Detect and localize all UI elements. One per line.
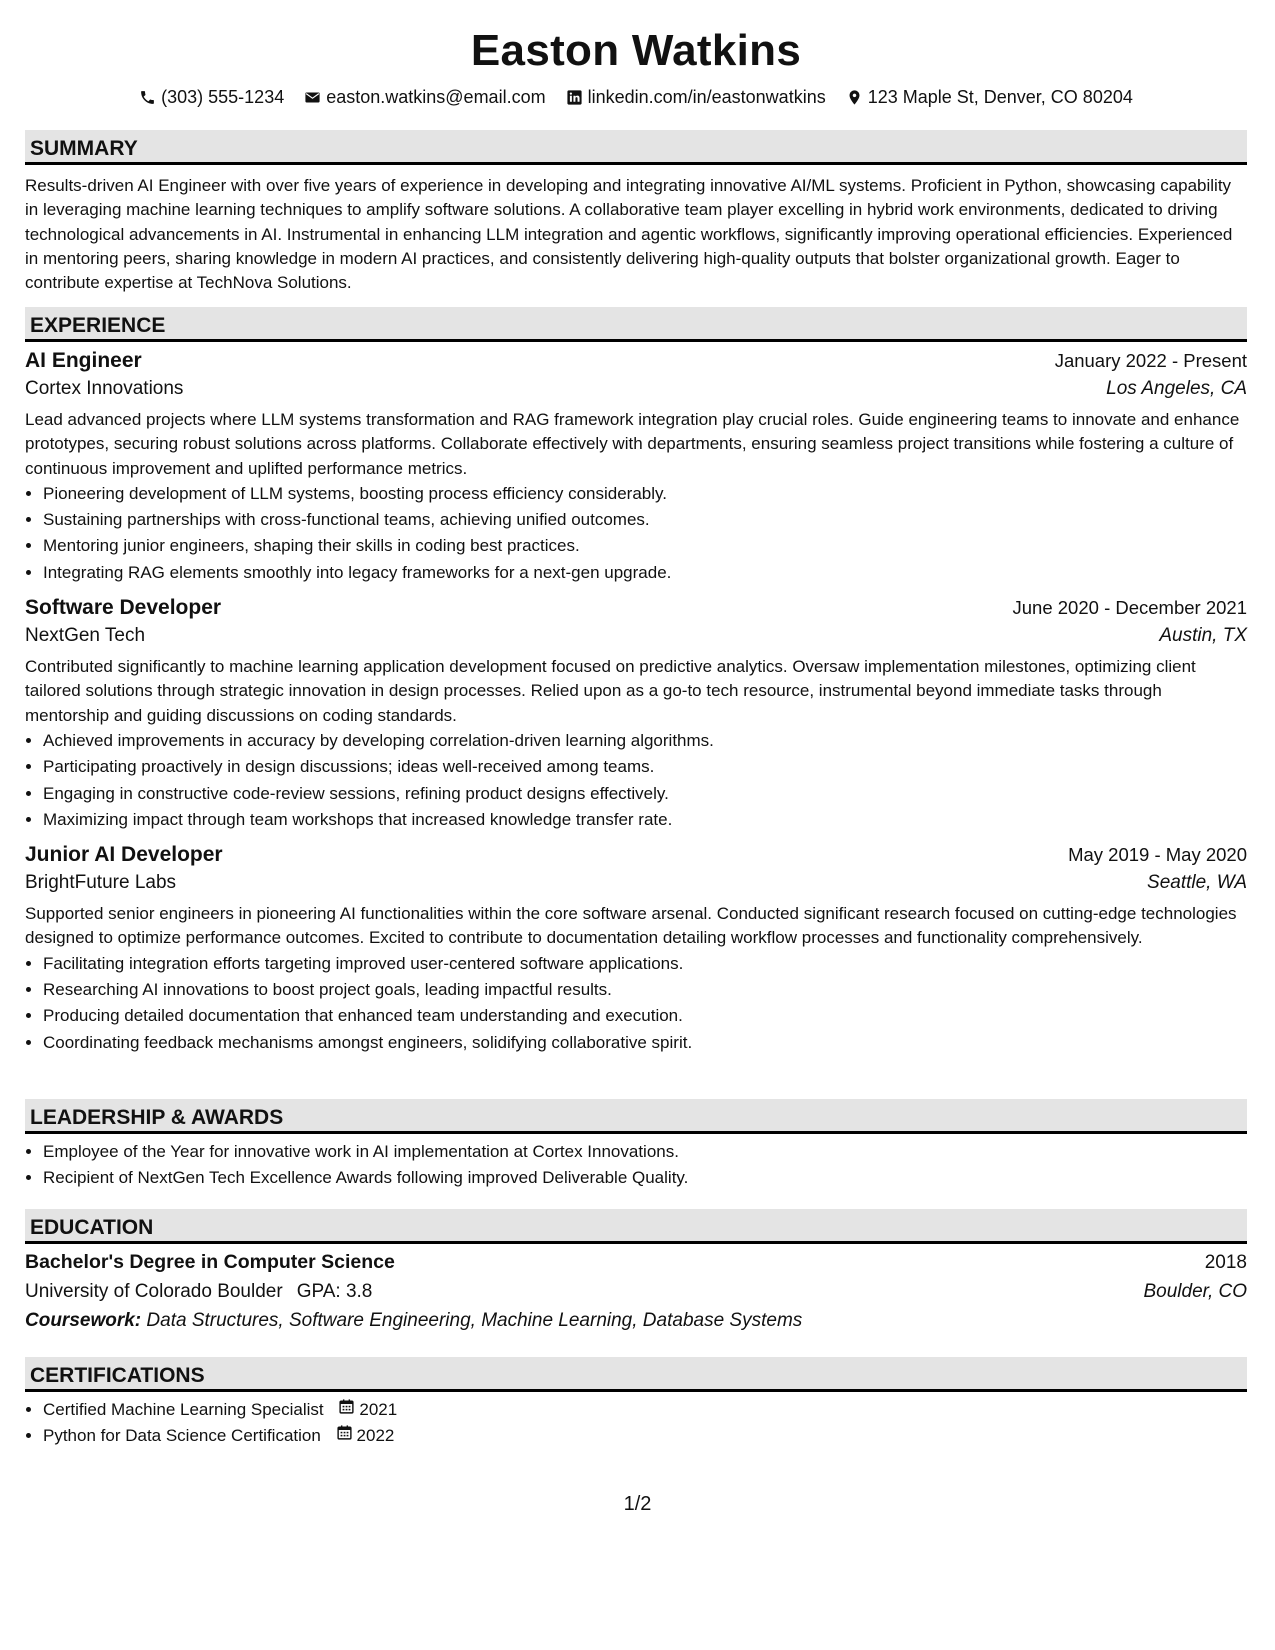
coursework-label: Coursework: [25, 1310, 142, 1331]
cert-year: 2021 [359, 1400, 398, 1419]
experience-heading: EXPERIENCE [25, 307, 1247, 342]
contact-linkedin[interactable] [566, 85, 826, 109]
resume-page [25, 0, 1247, 1446]
coursework [25, 1306, 1247, 1335]
envelope-icon [304, 89, 321, 106]
job-title: Junior AI Developer [25, 843, 223, 867]
email-text[interactable]: easton.watkins@email.com [326, 87, 546, 107]
list-item: • Facilitating integration efforts targeting improved user-centered software applications. [43, 951, 1247, 977]
school-location: Boulder, CO [1143, 1281, 1247, 1302]
cert-year: 2022 [356, 1426, 395, 1446]
list-item: • Maximizing impact through team workshops that increased knowledge transfer rate. [43, 807, 1247, 833]
contact-bar [25, 85, 1247, 109]
job-description: Lead advanced projects where LLM systems transformation and RAG framework integration play crucial roles. Guide engineering teams to innovate and enhance prototypes, securing robust solutions across platforms. Collaborate effectively with departments, ensuring seamless project transitions while fostering a culture of continuous improvement and uplifted performance metrics. [25, 410, 1240, 478]
linkedin-text[interactable]: linkedin.com/in/eastonwatkins [587, 87, 826, 107]
cert-date [336, 1423, 395, 1449]
degree-year: 2018 [1204, 1252, 1247, 1273]
list-item: • Integrating RAG elements smoothly into legacy frameworks for a next-gen upgrade. [43, 560, 1247, 586]
awards-list [25, 1139, 1247, 1192]
list-item: • Achieved improvements in accuracy by developing correlation-driven learning algorithms. [43, 728, 1247, 754]
education-section [25, 1209, 1247, 1335]
job-entry [25, 594, 1247, 833]
job-description: Contributed significantly to machine learning application development focused on predictive analytics. Oversaw implementation milestones, optimizing client tailored solutions through strategic innovation in design processes. Relied upon as a go-to tech resource, instrumental beyond immediate tasks through mentorship and guiding discussions on coding standards. [25, 657, 1196, 725]
job-company: BrightFuture Labs [25, 872, 177, 894]
list-item: • Pioneering development of LLM systems, boosting process efficiency considerably. [43, 481, 1247, 507]
gpa-text: GPA: 3.8 [296, 1281, 373, 1302]
cert-date [338, 1397, 397, 1423]
certifications-section [25, 1357, 1247, 1450]
phone-icon [139, 89, 156, 106]
cert-name: Certified Machine Learning Specialist [43, 1400, 324, 1419]
job-title: Software Developer [25, 596, 222, 620]
summary-heading: SUMMARY [25, 130, 1247, 165]
list-item [43, 1397, 1247, 1423]
job-bullets [25, 481, 1247, 586]
experience-section [25, 307, 1247, 1056]
candidate-name: Easton Watkins [470, 26, 802, 75]
school-text: University of Colorado Boulder [25, 1281, 283, 1302]
certifications-list [25, 1397, 1247, 1450]
school-name [25, 1277, 372, 1306]
list-item: • Researching AI innovations to boost project goals, leading impactful results. [43, 977, 1247, 1003]
education-heading: EDUCATION [25, 1209, 1247, 1244]
cert-name: Python for Data Science Certification [43, 1426, 321, 1446]
address-text: 123 Maple St, Denver, CO 80204 [867, 87, 1133, 107]
summary-section [25, 130, 1247, 295]
list-item [43, 1423, 1247, 1449]
leadership-heading: LEADERSHIP & AWARDS [25, 1099, 1247, 1134]
job-bullets [25, 728, 1247, 833]
calendar-icon [338, 1397, 355, 1423]
job-company: Cortex Innovations [25, 378, 184, 399]
job-location: Austin, TX [1159, 625, 1247, 647]
list-item: • Participating proactively in design discussions; ideas well-received among teams. [43, 754, 1247, 780]
certifications-heading: CERTIFICATIONS [25, 1357, 1247, 1392]
list-item: • Producing detailed documentation that enhanced team understanding and execution. [43, 1003, 1247, 1029]
job-company: NextGen Tech [25, 625, 146, 647]
list-item: • Recipient of NextGen Tech Excellence Awards following improved Deliverable Quality. [43, 1165, 1247, 1191]
job-entry [25, 347, 1247, 586]
list-item: • Mentoring junior engineers, shaping their skills in coding best practices. [43, 533, 1247, 559]
contact-address [846, 85, 1133, 109]
coursework-text: Data Structures, Software Engineering, Machine Learning, Database Systems [146, 1310, 803, 1331]
degree-title: Bachelor's Degree in Computer Science [25, 1251, 395, 1273]
job-dates: May 2019 - May 2020 [1068, 844, 1247, 866]
list-item: • Coordinating feedback mechanisms amongst engineers, solidifying collaborative spirit. [43, 1030, 1247, 1056]
map-pin-icon [846, 89, 863, 106]
job-dates: June 2020 - December 2021 [1012, 597, 1247, 619]
linkedin-icon [566, 89, 583, 106]
list-item: • Employee of the Year for innovative work in AI implementation at Cortex Innovations. [43, 1139, 1247, 1165]
contact-email[interactable] [304, 85, 545, 109]
page-number: 1/2 [623, 1493, 652, 1515]
education-entry [25, 1248, 1247, 1335]
phone-text: (303) 555-1234 [161, 87, 285, 107]
summary-text: Results-driven AI Engineer with over five years of experience in developing and integrating innovative AI/ML systems. Proficient in Python, showcasing capability in leveraging machine learning techniques to amplify software solutions. A collaborative team player excelling in hybrid work environments, dedicated to driving technological advancements in AI. Instrumental in enhancing LLM integration and agentic workflows, significantly improving operational efficiencies. Experienced in mentoring peers, sharing knowledge in modern AI practices, and consistently delivering high-quality outputs that bolster organizational growth. Eager to contribute expertise at TechNova Solutions. [25, 176, 1233, 293]
calendar-icon [336, 1423, 353, 1449]
job-title: AI Engineer [25, 349, 142, 372]
job-bullets [25, 951, 1247, 1056]
list-item: • Engaging in constructive code-review sessions, refining product designs effectively. [43, 781, 1247, 807]
job-entry [25, 841, 1247, 1056]
leadership-section [25, 1099, 1247, 1192]
job-location: Seattle, WA [1147, 872, 1247, 894]
contact-phone [139, 85, 284, 109]
job-location: Los Angeles, CA [1106, 378, 1247, 399]
list-item: • Sustaining partnerships with cross-functional teams, achieving unified outcomes. [43, 507, 1247, 533]
job-dates: January 2022 - Present [1054, 350, 1247, 371]
job-description: Supported senior engineers in pioneering AI functionalities within the core software arsenal. Conducted significant research focused on cutting-edge technologies designed to optimize performance outcomes. Excited to contribute to documentation detailing workflow processes and functionality comprehensively. [25, 904, 1237, 948]
